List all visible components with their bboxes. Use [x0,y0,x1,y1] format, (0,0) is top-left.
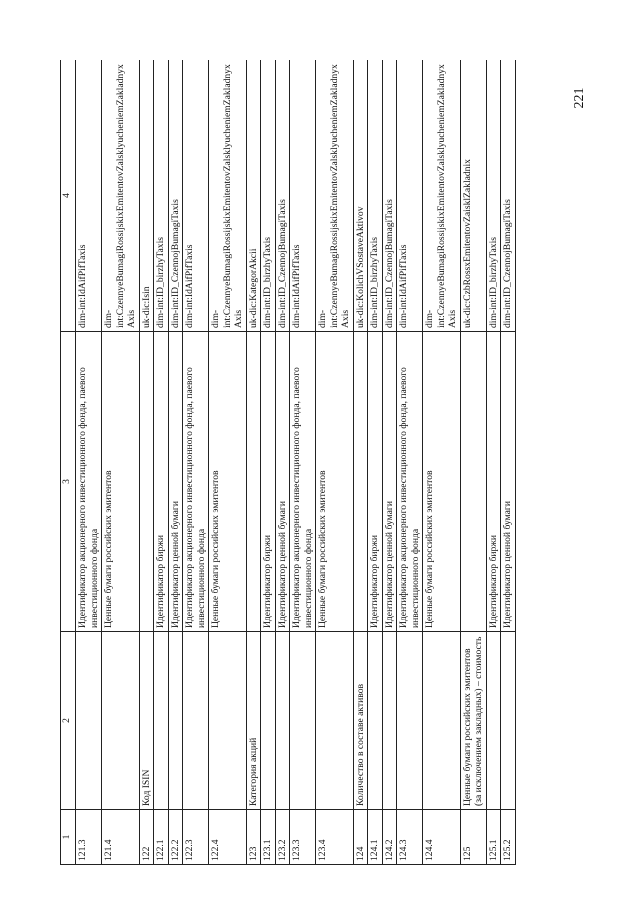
rotated-page-content [60,60,550,865]
table-row [382,60,397,865]
element-code-cell: dim-int:ID_birzhyTaxis [154,60,169,332]
element-code-cell: dim-int:ID_birzhyTaxis [486,60,501,332]
dimension-name-cell [353,332,368,632]
table-row [486,60,501,865]
dimension-name-cell: Идентификатор биржи [368,332,383,632]
row-number-cell: 124.2 [382,810,397,865]
column-number-3: 3 [61,332,76,632]
row-number-cell: 123.3 [290,810,316,865]
indicator-name-cell [290,632,316,810]
dimension-name-cell: Идентификатор биржи [261,332,276,632]
row-number-cell: 123 [246,810,261,865]
table-row [275,60,290,865]
row-number-cell: 122 [139,810,154,865]
dimension-name-cell: Идентификатор акционерного инвестиционного фонда, паевого инвестиционного фонда [290,332,316,632]
dimension-name-cell: Идентификатор акционерного инвестиционного фонда, паевого инвестиционного фонда [183,332,209,632]
dimension-name-cell: Идентификатор ценной бумаги [168,332,183,632]
indicator-name-cell [486,632,501,810]
row-number-cell: 125.1 [486,810,501,865]
element-code-cell: dim-int:CzennyeBumagiRossijskixEmitentovZalsklyucheniemZakladnyxAxis [316,60,354,332]
indicator-name-cell [382,632,397,810]
dimension-name-cell: Идентификатор ценной бумаги [275,332,290,632]
indicator-name-cell [183,632,209,810]
dimension-name-cell: Ценные бумаги российских эмитентов [316,332,354,632]
table-row [209,60,247,865]
dimension-name-cell: Идентификатор ценной бумаги [382,332,397,632]
table-body [76,60,516,865]
dimension-name-cell: Ценные бумаги российских эмитентов [209,332,247,632]
table-row [76,60,102,865]
element-code-cell: uk-dic:KolichVSostaveAktivov [353,60,368,332]
indicator-name-cell [261,632,276,810]
table-row [168,60,183,865]
row-number-cell: 122.1 [154,810,169,865]
dimension-name-cell: Идентификатор акционерного инвестиционного фонда, паевого инвестиционного фонда [76,332,102,632]
indicator-name-cell [209,632,247,810]
indicator-name-cell [275,632,290,810]
table-row [368,60,383,865]
dimension-name-cell [246,332,261,632]
element-code-cell: uk-dic:KategorAkcii [246,60,261,332]
element-code-cell: dim-int:IdAifPifTaxis [183,60,209,332]
table-row [353,60,368,865]
column-number-1: 1 [61,810,76,865]
element-code-cell: dim-int:ID_CzennojBumagiTaxis [275,60,290,332]
table-row [316,60,354,865]
row-number-cell: 123.1 [261,810,276,865]
rotated-table-container [60,60,550,865]
dimension-name-cell: Идентификатор биржи [154,332,169,632]
element-code-cell: dim-int:ID_birzhyTaxis [368,60,383,332]
row-number-cell: 122.4 [209,810,247,865]
dimension-name-cell: Идентификатор акционерного инвестиционного фонда, паевого инвестиционного фонда [397,332,423,632]
table-row [397,60,423,865]
table-row [261,60,276,865]
page-number-text: 221 [572,87,587,109]
element-code-cell: dim-int:ID_CzennojBumagiTaxis [382,60,397,332]
indicator-name-cell: Ценные бумаги российских эмитентов (за исключением закладных) – стоимость [460,632,486,810]
table-row [246,60,261,865]
row-number-cell: 122.2 [168,810,183,865]
page-number [568,78,592,118]
row-number-cell: 125.2 [501,810,516,865]
table-row [102,60,140,865]
element-code-cell: dim-int:CzennyeBumagiRossijskixEmitentovZalsklyucheniemZakladnyxAxis [102,60,140,332]
row-number-cell: 125 [460,810,486,865]
element-code-cell: dim-int:CzennyeBumagiRossijskixEmitentovZalsklyucheniemZakladnyxAxis [209,60,247,332]
indicator-name-cell [168,632,183,810]
indicator-name-cell: Код ISIN [139,632,154,810]
dimension-name-cell [460,332,486,632]
table-row [501,60,516,865]
indicator-name-cell [76,632,102,810]
table-header-row [61,60,76,865]
indicator-name-cell [397,632,423,810]
row-number-cell: 124.1 [368,810,383,865]
indicator-name-cell: Количество в составе активов [353,632,368,810]
row-number-cell: 124.3 [397,810,423,865]
row-number-cell: 124 [353,810,368,865]
element-code-cell: uk-dic:CzbRossxEmitentovZaisklZakladnix [460,60,486,332]
dimension-name-cell [139,332,154,632]
element-code-cell: dim-int:IdAifPifTaxis [290,60,316,332]
element-code-cell: dim-int:CzennyeBumagiRossijskixEmitentovZalsklyucheniemZakladnyxAxis [423,60,461,332]
row-number-cell: 123.4 [316,810,354,865]
row-number-cell: 124.4 [423,810,461,865]
row-number-cell: 122.3 [183,810,209,865]
table-row [423,60,461,865]
dimension-name-cell: Ценные бумаги российских эмитентов [102,332,140,632]
element-code-cell: dim-int:IdAifPifTaxis [397,60,423,332]
indicator-name-cell [423,632,461,810]
table-row [139,60,154,865]
element-code-cell: dim-int:ID_CzennojBumagiTaxis [168,60,183,332]
table-row [290,60,316,865]
table-row [154,60,169,865]
indicator-name-cell [368,632,383,810]
row-number-cell: 121.3 [76,810,102,865]
element-code-cell: uk-dic:Isin [139,60,154,332]
indicator-name-cell [102,632,140,810]
row-number-cell: 121.4 [102,810,140,865]
indicator-name-cell [316,632,354,810]
indicator-name-cell: Категория акций [246,632,261,810]
dimension-name-cell: Идентификатор ценной бумаги [501,332,516,632]
element-code-cell: dim-int:ID_CzennojBumagiTaxis [501,60,516,332]
dimension-name-cell: Ценные бумаги российских эмитентов [423,332,461,632]
row-number-cell: 123.2 [275,810,290,865]
indicator-name-cell [154,632,169,810]
xbrl-mapping-table [60,60,516,865]
dimension-name-cell: Идентификатор биржи [486,332,501,632]
table-row [183,60,209,865]
table-row [460,60,486,865]
column-number-4: 4 [61,60,76,332]
element-code-cell: dim-int:IdAifPifTaxis [76,60,102,332]
element-code-cell: dim-int:ID_birzhyTaxis [261,60,276,332]
column-number-2: 2 [61,632,76,810]
indicator-name-cell [501,632,516,810]
